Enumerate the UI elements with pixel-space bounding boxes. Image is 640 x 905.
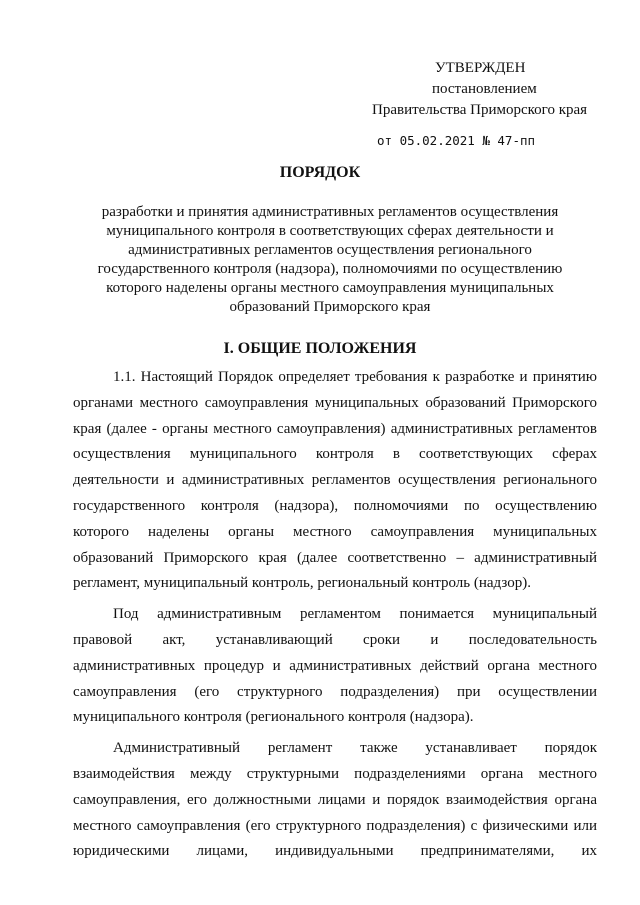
text-line: самоуправления (его структурного подразделения) при осуществлении	[73, 683, 597, 700]
text-line: органами местного самоуправления муниципальных образований Приморского	[73, 394, 597, 411]
document-title: ПОРЯДОК	[279, 164, 361, 181]
subtitle-line: образований Приморского края	[229, 299, 431, 315]
approval-by: постановлением	[432, 81, 537, 97]
document-subtitle	[80, 203, 580, 317]
text-line: регламент, муниципальный контроль, региональный контроль (надзор).	[73, 575, 531, 592]
text-line: 1.1. Настоящий Порядок определяет требования к разработке и принятию	[113, 369, 597, 385]
approval-date-number: от 05.02.2021 № 47-пп	[377, 133, 536, 148]
subtitle-line: муниципального контроля в соответствующих сферах деятельности и	[106, 223, 554, 239]
subtitle-line: государственного контроля (надзора), полномочиями по осуществлению	[97, 261, 563, 277]
text-line: юридическими лицами, индивидуальными предпринимателями, их	[73, 843, 597, 860]
text-line: которого наделены органы местного самоуправления муниципальных	[73, 523, 597, 540]
subtitle-line: разработки и принятия административных регламентов осуществления	[101, 204, 559, 220]
text-line: Административный регламент также устанавливает порядок	[113, 740, 597, 757]
paragraph-interaction	[73, 736, 597, 865]
approval-authority: Правительства Приморского края	[372, 102, 588, 118]
text-line: административных процедур и административных действий органа местного	[73, 657, 597, 674]
section-heading: I. ОБЩИЕ ПОЛОЖЕНИЯ	[223, 340, 417, 357]
approval-stamp	[372, 58, 622, 151]
text-line: деятельности и административных регламентов осуществления регионального	[73, 472, 597, 489]
text-line: Под административным регламентом понимается муниципальный	[113, 606, 597, 623]
text-line: муниципального контроля (регионального контроля (надзора).	[73, 709, 474, 726]
text-line: местного самоуправления (его структурного подразделения) с физическими или	[73, 817, 597, 834]
text-line: края (далее - органы местного самоуправления) административных регламентов	[73, 420, 597, 437]
text-line: образований Приморского края (далее соответственно – административный	[73, 549, 597, 566]
paragraph-definition	[73, 602, 597, 731]
text-line: самоуправления, его должностными лицами и порядок взаимодействия органа	[73, 791, 597, 808]
text-line: правовой акт, устанавливающий сроки и последовательность	[73, 631, 597, 648]
document-body	[73, 365, 597, 865]
subtitle-line: административных регламентов осуществления регионального	[128, 242, 532, 258]
text-line: взаимодействия между структурными подразделениями органа местного	[73, 765, 597, 782]
subtitle-line: которого наделены органы местного самоуправления муниципальных	[106, 280, 554, 296]
paragraph-1-1	[73, 365, 597, 597]
text-line: осуществления муниципального контроля в соответствующих сферах	[73, 446, 597, 463]
approval-heading: УТВЕРЖДЕН	[435, 60, 526, 76]
text-line: государственного контроля (надзора), полномочиями по осуществлению	[73, 497, 597, 514]
